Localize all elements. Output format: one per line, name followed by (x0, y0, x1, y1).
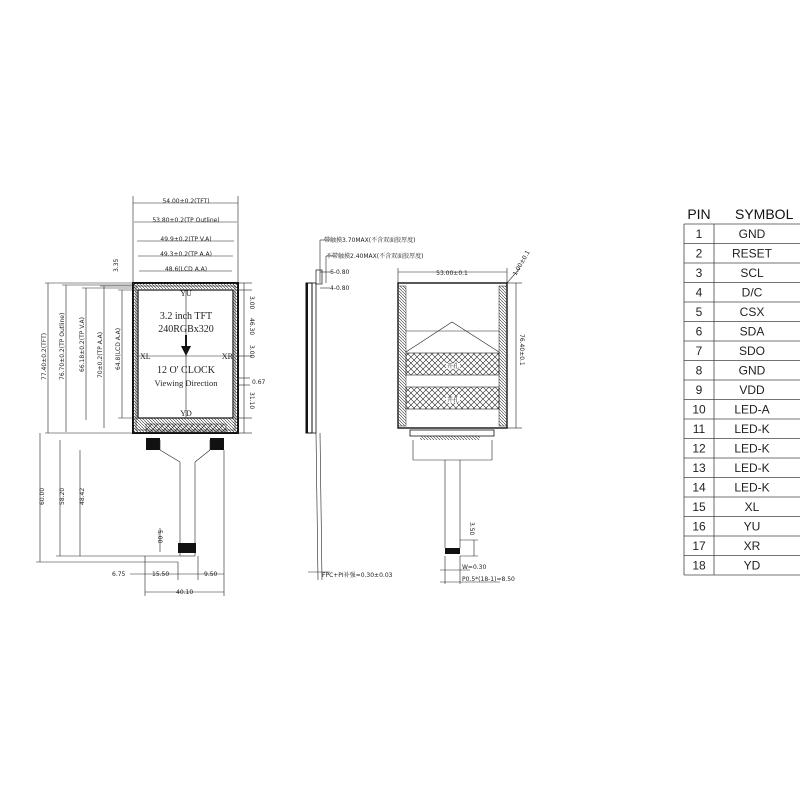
pin-number: 4 (695, 285, 703, 300)
viewing-direction: Viewing Direction (154, 378, 218, 388)
pin-table (684, 206, 800, 575)
front-view (36, 196, 266, 596)
dim-9-50: 9.50 (204, 571, 218, 578)
pin-symbol: LED-K (734, 461, 770, 475)
dim-tft-height: 77.40±0.2(TFT) (41, 332, 48, 380)
pin-pitch: P0.5*(18-1)=8.50 (462, 576, 515, 583)
dim-right-3-00-a: 3.00 (248, 296, 255, 310)
pin-row (684, 380, 800, 397)
pin-symbol: XL (744, 500, 760, 514)
dim-right-31-10: 31.10 (248, 392, 255, 410)
dim-tp-outline-height: 76.70±0.2(TP Outline) (59, 312, 66, 380)
dim-335: 3.35 (113, 258, 120, 272)
dim-48-42: 48.42 (79, 487, 86, 505)
pin-symbol: XR (743, 539, 761, 553)
pin-symbol: D/C (741, 285, 763, 300)
dim-40-10: 40.10 (176, 589, 194, 596)
dim-5-00: 5.00 (156, 530, 163, 544)
pin-symbol: SDO (738, 344, 766, 358)
note-without-touch: 不带触摸2.40MAX(不含双面胶厚度) (326, 253, 424, 260)
pin-number: 15 (692, 500, 706, 514)
pin-row (684, 224, 800, 241)
dim-60: 60.00 (39, 487, 46, 505)
dim-tp-aa-height: 70±0.2(TP A.A) (97, 331, 104, 378)
pin-number: 17 (692, 539, 706, 553)
opening-label-2: 开孔 (446, 397, 460, 404)
pin-number: 2 (695, 246, 703, 261)
yu-label: YU (180, 289, 192, 298)
pin-row (684, 517, 800, 534)
pin-row (684, 322, 800, 339)
symbol-header: SYMBOL (735, 206, 794, 222)
dim-3-50: 3.50 (468, 522, 475, 536)
dim-tp-va-height: 66.18±0.2(TP V.A) (79, 317, 86, 372)
pin-number: 16 (692, 519, 706, 534)
pin-row (684, 400, 800, 417)
pin-number: 12 (692, 441, 706, 456)
pin-symbol: GND (738, 227, 766, 241)
pin-number: 14 (692, 480, 706, 495)
pin-row (684, 536, 800, 553)
pin-row (684, 244, 800, 261)
dim-tft-width: 54.00±0.2(TFT) (162, 198, 210, 205)
pin-row (684, 302, 800, 319)
dim-15-50: 15.50 (152, 571, 170, 578)
pin-row (684, 497, 800, 514)
pin-symbol: YU (743, 519, 761, 534)
pin-number: 11 (692, 422, 706, 436)
dim-6-080: 6-0.80 (330, 269, 350, 276)
pin-symbol: RESET (731, 246, 773, 261)
dim-right-0-67: 0.67 (252, 379, 266, 386)
pin-number: 3 (695, 266, 703, 280)
pin-row (684, 361, 800, 378)
back-width: 53.00±0.1 (436, 270, 468, 277)
dim-right-46-30: 46.30 (248, 318, 255, 336)
pin-symbol: SDA (739, 324, 765, 339)
pin-number: 8 (695, 363, 703, 378)
opening-label-1: 开孔 (446, 363, 460, 370)
pin-row (684, 556, 800, 573)
dim-tp-outline-width: 53.80±0.2(TP Outline) (152, 217, 220, 224)
pin-symbol: SCL (740, 266, 764, 280)
pin-number: 9 (695, 383, 703, 397)
fpc-thickness: FPC+PI补强=0.30±0.03 (322, 572, 393, 579)
pin-width: W=0.30 (462, 564, 487, 571)
dim-lcd-aa-width: 48.6(LCD A.A) (164, 266, 208, 273)
pin-symbol: YD (743, 558, 761, 573)
pin-number: 5 (695, 305, 703, 319)
pin-symbol: LED-K (734, 480, 770, 495)
pin-number: 1 (695, 227, 703, 241)
screen-resolution: 240RGBx320 (158, 324, 214, 335)
dim-58-20: 58.20 (59, 487, 66, 505)
dim-6-75: 6.75 (112, 571, 126, 578)
pin-row (684, 419, 800, 436)
pin-row (684, 458, 800, 475)
dim-right-3-00-b: 3.00 (248, 345, 255, 359)
pin-row (684, 283, 800, 300)
dim-tp-va-width: 49.9±0.2(TP V.A) (160, 236, 212, 243)
back-view (398, 249, 532, 584)
pin-number: 7 (695, 344, 703, 358)
clock-direction: 12 O' CLOCK (157, 365, 215, 376)
screen-title: 3.2 inch TFT (159, 311, 213, 322)
pin-rows (684, 224, 800, 575)
pin-symbol: LED-A (734, 402, 770, 417)
xr-label: XR (221, 352, 233, 361)
pin-number: 13 (692, 461, 706, 475)
note-with-touch: 带触摸3.70MAX(不含双面胶厚度) (324, 237, 416, 244)
pin-number: 6 (695, 324, 703, 339)
dim-4-080: 4-0.80 (330, 285, 350, 292)
yd-label: YD (180, 409, 192, 418)
pin-row (684, 263, 800, 280)
pin-row (684, 341, 800, 358)
pin-number: 10 (692, 402, 706, 417)
xl-label: XL (140, 352, 151, 361)
pin-symbol: VDD (739, 383, 765, 397)
dim-lcd-aa-height: 64.8(LCD A.A) (115, 327, 122, 370)
pin-symbol: GND (738, 363, 766, 378)
back-height: 76.40±0.1 (518, 334, 525, 366)
pin-symbol: LED-K (734, 441, 770, 456)
dim-tp-aa-width: 49.3±0.2(TP A.A) (160, 251, 212, 258)
pin-symbol: LED-K (734, 422, 770, 436)
pin-symbol: CSX (739, 305, 765, 319)
pin-number: 18 (692, 558, 706, 573)
back-corner: 1.00±0.1 (511, 249, 532, 277)
pin-row (684, 439, 800, 456)
pin-row (684, 478, 800, 495)
pin-header: PIN (687, 206, 711, 222)
